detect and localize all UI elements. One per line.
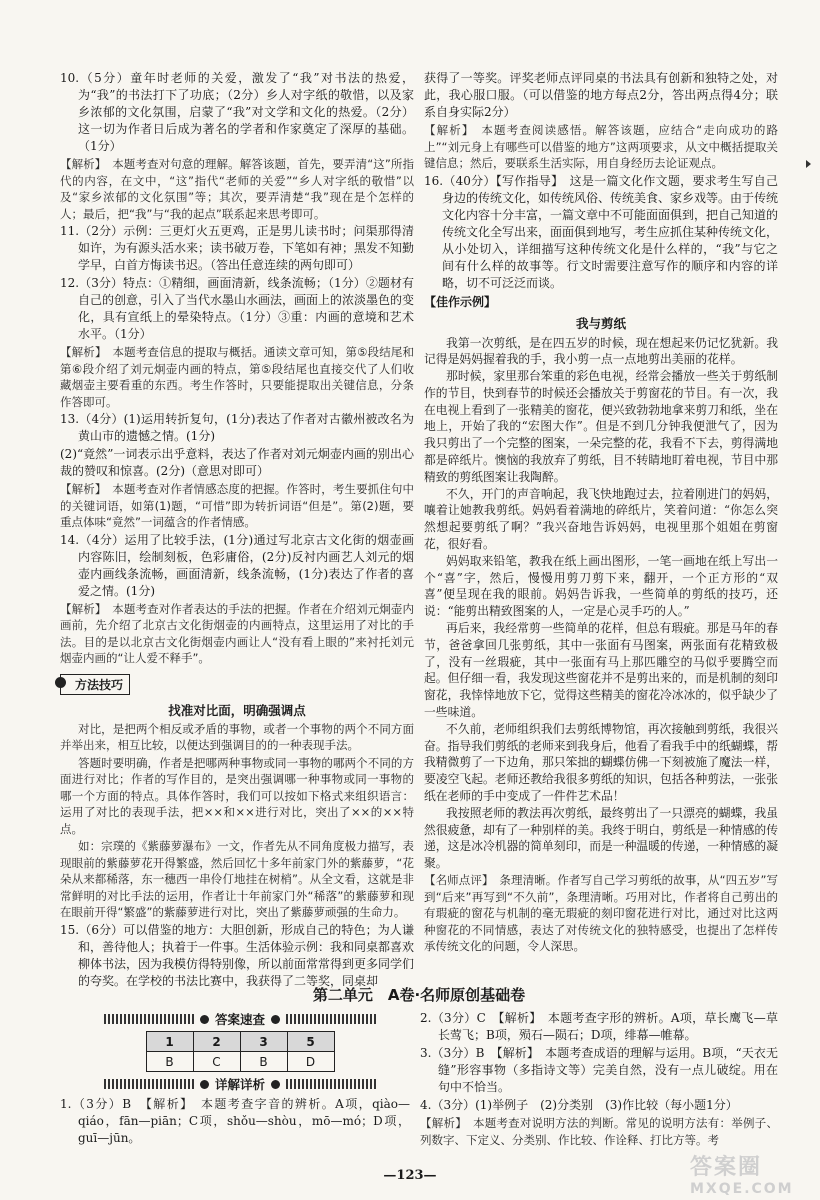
essay-paragraph-7: 我按照老师的教法再次剪纸，最终剪出了一只漂亮的蝴蝶，我虽然很疲惫，却有了一种别样的美。我终于明白，剪纸是一种情感的传递，这是冰冷机器的简单刻印，而是一种温暖的传递，一种情感的凝聚。 bbox=[424, 805, 778, 871]
essay-paragraph-4: 妈妈取来铅笔，教我在纸上画出图形，一笔一画地在纸上写出一个“喜”字，然后，慢慢用剪刀剪下来，翻开，一个正方形的“双喜”便呈现在我的眼前。妈妈告诉我，一些简单的剪纸的技巧，还说：“能剪出精致图案的人，一定是心灵手巧的人。” bbox=[424, 553, 778, 619]
essay-paragraph-5: 再后来，我经常剪一些简单的花样，但总有瑕疵。那是马年的春节，爸爸拿回几张剪纸，其中一张面有马图案，两张面有花精致极了，没有一丝瑕疵，其中一张面有马上那匹雕空的马似乎要腾空而起。但仔细一看，我发现这些窗花并不是剪出来的，而是机制的刻印窗花，我悻悻地放下它，觉得这些精美的窗花冷冰冰的，似乎缺少了一些味道。 bbox=[424, 621, 778, 720]
banner-dot-icon bbox=[200, 1080, 209, 1089]
banner-stripe-left bbox=[104, 1079, 194, 1089]
detail-banner: 详解详析 bbox=[70, 1075, 410, 1093]
teacher-comment: 【名师点评】 条理清晰。作者写自己学习剪纸的故事，从“四五岁”写到“后来”再写到“不久前”，条理清晰。巧用对比，作者将自己剪出的有瑕疵的窗花与机制的毫无瑕疵的刻印窗花进行对比，通过对比这两种窗花的不同情感，表达了对传统文化的独特感受，也提出了怎样传承传统文化的问题，令人深思。 bbox=[424, 873, 778, 953]
right-column bbox=[424, 70, 778, 956]
unit-title: 第二单元 A卷·名师原创基础卷 bbox=[312, 986, 526, 1004]
answer-4: 4.（3分）(1)举例子 (2)分类别 (3)作比较（每小题1分） bbox=[420, 1098, 738, 1112]
answer-number: 5 bbox=[287, 1032, 334, 1052]
essay-title: 我与剪纸 bbox=[575, 315, 626, 331]
answer-letter: C bbox=[193, 1052, 240, 1072]
answer-letter: D bbox=[287, 1052, 334, 1072]
edge-arrow-icon bbox=[806, 160, 811, 168]
essay-paragraph-6: 不久前，老师组织我们去剪纸博物馆，再次接触到剪纸，我很兴奋。指导我们剪纸的老师来到我身后，他看了看我手中的纸蝴蝶，帮我精微剪了一下边角，那只笨拙的蝴蝶仿佛一下刻被施了魔法一样，要凌空飞起。老师还教给我很多剪纸的知识，包括各种剪法，一张张纸在老师的手中变成了一件件艺术品！ bbox=[424, 721, 778, 804]
question-15: 15.（6分）可以借鉴的地方：大胆创新，形成自己的特色；为人谦和，善待他人；执着于一件事。生活体验示例：我和同桌都喜欢柳体书法，因为我模仿得特别像，所以前面常常得到更多同学们的夸奖。在学校的书法比赛中，我获得了二等奖，同桌却 bbox=[60, 922, 415, 988]
banner-stripe-right bbox=[286, 1079, 376, 1089]
method-paragraph-3: 如：宗璞的《紫藤萝瀑布》一文，作者先从不同角度极力描写，表现眼前的紫藤萝花开得繁盛，然后回忆十多年前家门外的紫藤萝，“花朵从来都稀落，东一穗西一串伶仃地挂在树梢”。从全文看，这就是非常鲜明的对比手法的运用，作者让十年前家门外“稀落”的紫藤萝和现在眼前开得“繁盛”的紫藤萝进行对比，突出了紫藤萝顽强的生命力。 bbox=[60, 839, 414, 919]
analysis-14: 【解析】 本题考查对作者表达的手法的把握。作者在介绍刘元炯壶内画前，先介绍了北京古文化街烟壶的内画特点，这里运用了对比的手法。目的是以北京古文化街烟壶内画让人“没有看上眼的”来衬托刘元烟壶内画的“让人爱不释手”。 bbox=[60, 601, 414, 665]
question-16: 16.（40分）【写作指导】 这是一篇文化作文题，要求考生写自己身边的传统文化，如传统风俗、传统美食、家乡戏等。由于传统文化内容十分丰富，一篇文章中不可能面面俱到，把自己知道的传统文化全写出来，面面俱到地写，考生应抓住某种传统文化，从小处切入，详细描写这种传统文化是什么样的，“我”与它之间有什么样的故事等。行文时需要注意写作的顺序和内容的详略，切不可泛泛而谈。 bbox=[424, 173, 779, 290]
essay-paragraph-3: 不久，开门的声音响起，我飞快地跑过去，拉着刚进门的妈妈，嚷着让她教我剪纸。妈妈看着满地的碎纸片，笑着问道：“你怎么突然想起要剪纸了啊？”我兴奋地告诉妈妈，电视里那个姐姐在剪窗花，很好看。 bbox=[424, 486, 778, 552]
analysis-4: 【解析】 本题考查对说明方法的判断。常见的说明方法有：举例子、列数字、下定义、分类别、作比较、作诠释、打比方等。考 bbox=[420, 1116, 778, 1147]
essay-paragraph-2: 那时候，家里那台笨重的彩色电视，经常会播放一些关于剪纸制作的节目，快到春节的时候还会播放关于剪窗花的节目。有一次，我在电视上看到了一张精美的窗花，便兴致勃勃地拿来剪刀和纸，坐在地上，开始了我的“宏图大作”。但是不到几分钟我便泄气了，因为我只剪出了一个完整的图案，一朵完整的花，我看不下去，剪得满地都是碎纸片。懊恼的我放弃了剪纸，目不转睛地盯着电视，节目中那精致的剪纸图案让我陶醉。 bbox=[424, 369, 778, 484]
method-paragraph-2: 答题时要明确，作者是把哪两种事物或同一事物的哪两个不同的方面进行对比；作者的写作目的，是突出强调哪一种事物或同一事物的哪一个方面的特点。具体作答时，我们可以按如下格式来组织语言：运用了对比的表现手法，把××和××进行对比，突出了××的××特点。 bbox=[60, 755, 414, 836]
answer-table bbox=[146, 1031, 335, 1072]
analysis-10: 【解析】 本题考查对句意的理解。解答该题，首先，要弄清“这”所指代的内容，在文中，“这”指代“老师的关爱”“乡人对字纸的敬惜”以及“家乡浓郁的文化氛围”等；其次，要弄清楚“我”现在是个怎样的人；最后，把“我”与“我的起点”联系起来思考即可。 bbox=[60, 157, 414, 221]
answer-table-row bbox=[146, 1052, 334, 1072]
method-paragraph-1: 对比，是把两个相反或矛盾的事物，或者一个事物的两个不同方面并举出来，相互比较，以便达到强调目的的一种表现手法。 bbox=[60, 721, 414, 752]
answer-table-header-row bbox=[146, 1032, 334, 1052]
answer-banner: 答案速查 bbox=[70, 1010, 410, 1028]
answer-3: 3.（3分）B 【解析】 本题考查成语的理解与运用。B项，“天衣无缝”形容事物（多指诗文等）完美自然，没有一点儿破绽。用在句中不恰当。 bbox=[420, 1046, 778, 1094]
method-title: 找准对比面，明确强调点 bbox=[168, 702, 306, 718]
answer-letter: B bbox=[146, 1052, 193, 1072]
question-13-part2: (2)“竟然”一词表示出乎意料，表达了作者对刘元炯壶内画的别出心裁的赞叹和惊喜。(2分)（意思对即可） bbox=[60, 447, 414, 478]
question-14: 14.（4分）运用了比较手法，(1分)通过写北京古文化街的烟壶画内容陈旧，绘制刻板，色彩庸俗，(2分)反衬内画艺人刘元的烟壶内画线条流畅，画面清新，线条流畅，(1分)表达了作者的喜爱之情。(1分) bbox=[60, 532, 414, 598]
analysis-13: 【解析】 本题考查对作者情感态度的把握。作答时，考生要抓住句中的关键词语，如第(1)题，“可惜”即为转折词语“但是”。第(2)题，要重点体味“竟然”一词蕴含的作者情感。 bbox=[60, 482, 414, 529]
bullet-icon bbox=[55, 677, 66, 688]
banner-dot-icon bbox=[271, 1015, 280, 1024]
banner-stripe-left bbox=[104, 1014, 194, 1024]
answer-letter: B bbox=[240, 1052, 287, 1072]
example-label: 【佳作示例】 bbox=[424, 294, 497, 309]
question-12: 12.（3分）特点：①精细，画面清新，线条流畅；（1分）②题材有自己的创意，引入了当代水墨山水画法，画面上的浓淡墨色的变化，具有宣纸上的晕染特点。（1分）③重：内画的意境和艺术水平。（1分） bbox=[60, 276, 415, 341]
page-number: —123— bbox=[383, 1168, 437, 1183]
unit-header bbox=[60, 982, 778, 1006]
method-tips-label: 方法技巧 bbox=[60, 674, 130, 695]
answer-details-right bbox=[420, 1010, 778, 1149]
answer-2: 2.（3分）C 【解析】 本题考查字形的辨析。A项，草长鹰飞—草长莺飞；B项，殒石—陨石；D项，绯幕—帷幕。 bbox=[420, 1011, 778, 1042]
answer-number: 3 bbox=[240, 1032, 287, 1052]
question-11: 11.（2分）示例：三更灯火五更鸡，正是男儿读书时；问渠那得清如许，为有源头活水来；读书破万卷，下笔如有神；黑发不知勤学早，白首方悔读书迟。（答出任意连续的两句即可） bbox=[60, 224, 415, 272]
answer-number: 2 bbox=[193, 1032, 240, 1052]
answer-1: 1.（3分）B 【解析】 本题考查字音的辨析。A项，qiào—qiáo，fān—piān；C项，shǒu—shòu，mō—mó；D项，guī—jūn。 bbox=[60, 1097, 410, 1145]
analysis-15: 【解析】 本题考查阅读感悟。解答该题，应结合“走向成功的路上”“刘元身上有哪些可以借鉴的地方”这两项要求，从文中概括提取关键信息；然后，要联系生活实际，用自身经历去论证观点。 bbox=[424, 123, 778, 170]
banner-dot-icon bbox=[271, 1080, 280, 1089]
question-10: 10.（5分）童年时老师的关爱，激发了“我”对书法的热爱，为“我”的书法打下了功底；（2分）乡人对字纸的敬惜，以及家乡浓郁的文化氛围，启蒙了“我”对文学和文化的热爱。（2分）这一切为作者日后成为著名的学者和作家奠定了深厚的基础。（1分） bbox=[60, 71, 414, 153]
question-15-continued: 获得了一等奖。评奖老师点评同桌的书法具有创新和独特之处，对此，我心服口服。（可以借鉴的地方每点2分，答出两点得4分；联系自身实际2分） bbox=[424, 71, 778, 119]
left-column bbox=[60, 70, 414, 991]
question-13-part1: 13.（4分）(1)运用转折复句，(1分)表达了作者对古徽州被改名为黄山市的遗憾之情。(1分) bbox=[60, 412, 414, 443]
banner-stripe-right bbox=[286, 1014, 376, 1024]
answer-quick-check bbox=[60, 1010, 410, 1148]
banner-dot-icon bbox=[200, 1015, 209, 1024]
analysis-12: 【解析】 本题考查信息的提取与概括。通读文章可知，第⑤段结尾和第⑥段介绍了刘元炯壶内画的特点，第⑤段结尾也直接交代了人们收藏烟壶主要看重的东西。考生作答时，只要能提取出关键信息，分条作答即可。 bbox=[60, 345, 414, 409]
watermark-logo: 答案圈 MXQE.COM bbox=[690, 1155, 794, 1197]
answer-number: 1 bbox=[146, 1032, 193, 1052]
essay-paragraph-1: 我第一次剪纸，是在四五岁的时候，现在想起来仍记忆犹新。我记得是妈妈握着我的手，我小剪一点一点地剪出美丽的花样。 bbox=[424, 335, 778, 367]
